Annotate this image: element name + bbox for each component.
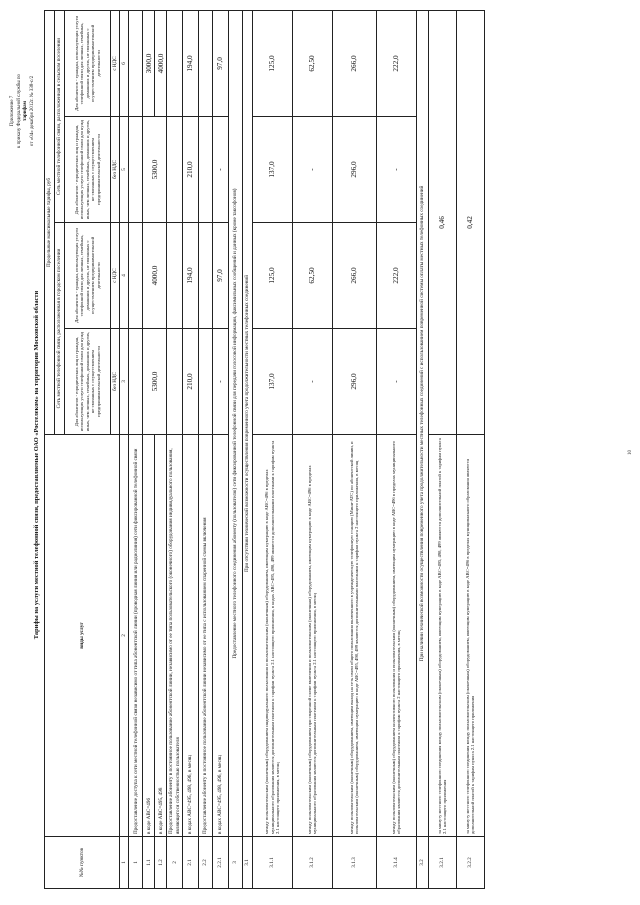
row-num: 1.1 bbox=[143, 837, 155, 889]
colnum-1: 1 bbox=[120, 837, 129, 889]
row-text: в кодах АВС=495, 498, 496, в месяц bbox=[212, 435, 228, 837]
row-num: 3.2 bbox=[416, 837, 428, 889]
row-v5: 5300,0 bbox=[143, 117, 167, 223]
row-v6: 194,0 bbox=[182, 10, 198, 116]
row-num: 1.2 bbox=[155, 837, 167, 889]
row-v5: - bbox=[292, 117, 332, 223]
table-row bbox=[252, 10, 292, 888]
appendix-line-4: от «04» декабря 2012г. № 338-с/2 bbox=[29, 75, 35, 147]
colnum-4: 4 bbox=[120, 223, 129, 329]
table-row bbox=[182, 10, 198, 888]
row-v6: 4000,0 bbox=[155, 10, 167, 116]
row-v5: 296,0 bbox=[332, 117, 376, 223]
col-legal-rural-desc: Для абонентов - юридических лиц и граждан, использующих услуги телефонной связи для нужд иных, чем личных, семейных, домашних и других, не связанных с осуществлением предпринимательской деятельности bbox=[65, 117, 111, 223]
row-num: 2.2.1 bbox=[212, 837, 228, 889]
row-v5: - bbox=[376, 117, 416, 223]
row-num: 2 bbox=[167, 837, 182, 889]
row-v5 bbox=[167, 117, 182, 223]
row-text: в коде АВС=496 bbox=[143, 435, 155, 837]
row-text: за минуту местного телефонного соединения между пользовательским (оконечным) оборудованием, имеющим нумерацию в коде АВС=496 в пределах муниципального образования являются дополнительной платой к тарифам пункта 2.1 настоящего приложения bbox=[456, 435, 484, 837]
colnum-6: 6 bbox=[120, 10, 129, 116]
col-citizen-rural-desc: Для абонентов - граждан, использующих услуги телефонной связи для личных, семейных, домашних и других, не связанных с осуществлением предпринимательской деятельности bbox=[65, 10, 111, 116]
section-3-title: Предоставление местного телефонного соединения абоненту (пользователю) сети фиксированной телефонной связи для передачи голосовой информации, факсимильных сообщений и данных (кроме таксофонов) bbox=[228, 10, 242, 836]
col-net-rural-header: Сеть местной телефонной связи, расположенная в сельском поселении bbox=[55, 10, 65, 222]
row-v3: 210,0 bbox=[182, 329, 198, 435]
row-num: 2.2 bbox=[198, 837, 212, 889]
section-row-3 bbox=[228, 10, 242, 888]
row-v6: 3000,0 bbox=[143, 10, 155, 116]
row-num: 3 bbox=[228, 837, 242, 889]
row-v6: 125,0 bbox=[252, 10, 292, 116]
row-v3 bbox=[129, 329, 143, 435]
table-row bbox=[428, 10, 456, 888]
document-title: Тарифы на услуги местной телефонной связи, предоставляемые ОАО «Ростелеком» на территории Московской области bbox=[33, 290, 40, 640]
row-v4: 62,50 bbox=[292, 223, 332, 329]
row-num: 1 bbox=[129, 837, 143, 889]
section-row-3-2 bbox=[416, 10, 428, 888]
appendix-line-2: к приказу Федеральной службы по bbox=[16, 73, 22, 149]
row-v3: - bbox=[292, 329, 332, 435]
row-num: 3.2.1 bbox=[428, 837, 456, 889]
row-text: между пользовательским (оконечным) оборудованием при спаренной схеме включения и пользовательским (оконечным) оборудованием, имеющим нумерацию в коде АВС=496 в пределах муниципального образования являются дополнительным платежом к тарифам пункта 2.1 настоящего приложения, в месяц bbox=[292, 435, 332, 837]
section-row-3-1 bbox=[242, 10, 252, 888]
row-v4 bbox=[129, 223, 143, 329]
colnum-2: 2 bbox=[120, 435, 129, 837]
header-row-1 bbox=[45, 10, 55, 888]
row-text: между пользовательским (оконечным) оборудованием индивидуального пользования и пользовательским (оконечным) оборудованием, имеющим нумерацию в коде АВС=496 в пределах муниципального образования являются дополнительным платежом к тарифам пункта 2.1 настоящего приложения, в кодах АВС=495, 498, 499 являются дополнительными платежами к тарифам пункта 2.1 настоящего приложения, в месяц bbox=[252, 435, 292, 837]
row-v5: 137,0 bbox=[252, 117, 292, 223]
row-v3: - bbox=[376, 329, 416, 435]
col-legal-city-desc: Для абонентов - юридических лиц и граждан, использующих услуги телефонной связи для нужд иных, чем личных, семейных, домашних и других, не связанных с осуществлением предпринимательской деятельности bbox=[65, 329, 111, 435]
row-v6: 62,50 bbox=[292, 10, 332, 116]
col-services-header: виды услуг bbox=[45, 435, 120, 837]
col-citizen-city-desc: Для абонентов - граждан, использующих услуги телефонной связи для личных, семейных, домашних и других, не связанных с осуществлением предпринимательской деятельности bbox=[65, 223, 111, 329]
row-v5: - bbox=[212, 117, 228, 223]
row-text: за минуту местного телефонного соединения между пользовательским (оконечным) оборудованием, имеющим нумерацию в коде АВС=495, 498, 499 являются дополнительной платой к тарифам пункта 2.1 настоящего приложения bbox=[428, 435, 456, 837]
table-row bbox=[456, 10, 484, 888]
table-row bbox=[292, 10, 332, 888]
row-text: между пользовательским (оконечным) оборудованием коллективного пользования и пользовательским (оконечным) оборудованием, имеющим нумерацию в коде АВС=496 в пределах муниципального образования являются дополнительным платежом к тарифам пункта 2 настоящего приложения, в месяц bbox=[376, 435, 416, 837]
row-num: 3.1.2 bbox=[292, 837, 332, 889]
row-text: между пользовательским (оконечным) оборудованием, имеющим выход на сеть связи общего пользования включенного в учрежденческую телефонную станцию (Мини-АТС) по абонентской линии, и пользовательским (оконечным) оборудованием, имеющим нумерацию в коде АВС=495, 498, 499 являются дополнительными платежами к тарифам пункта 2 настоящего приложения, в месяц bbox=[332, 435, 376, 837]
table-row bbox=[212, 10, 228, 888]
row-v6: 97,0 bbox=[212, 10, 228, 116]
row-v6 bbox=[167, 10, 182, 116]
col-max-tariffs-header: Предельные максимальные тарифы, руб bbox=[45, 10, 55, 434]
page-number: 10 bbox=[628, 450, 633, 455]
row-value-merged: 0,42 bbox=[456, 10, 484, 434]
row-v3: - bbox=[212, 329, 228, 435]
col-no-vat-rural: без НДС bbox=[111, 117, 120, 223]
table-row bbox=[332, 10, 376, 888]
row-text: Предоставление доступа к сети местной телефонной связи независимо от типа абонентской линии (проводная линия или радиолиния) сети фиксированной телефонной связи bbox=[129, 435, 143, 837]
row-v6 bbox=[198, 10, 212, 116]
row-v6: 266,0 bbox=[332, 10, 376, 116]
row-num: 3.1.1 bbox=[252, 837, 292, 889]
row-text: в кодах АВС=495, 498, 496, в месяц bbox=[182, 435, 198, 837]
row-v6: 222,0 bbox=[376, 10, 416, 116]
row-v3 bbox=[167, 329, 182, 435]
col-net-city-header: Сеть местной телефонной связи, расположенная в городском поселении bbox=[55, 223, 65, 435]
col-no-vat-city: без НДС bbox=[111, 329, 120, 435]
row-v4: 222,0 bbox=[376, 223, 416, 329]
table-row bbox=[143, 10, 155, 888]
row-v4 bbox=[198, 223, 212, 329]
row-num: 2.1 bbox=[182, 837, 198, 889]
col-num-header: №№ пунктов bbox=[45, 837, 120, 889]
row-v5 bbox=[198, 117, 212, 223]
table-row bbox=[376, 10, 416, 888]
tariff-table bbox=[44, 10, 485, 889]
section-3-2-title: При наличии технической возможности осуществления повременного учета продолжительности местных телефонных соединений с использованием повременной системы оплаты местных телефонных соединений bbox=[416, 10, 428, 836]
col-with-vat-city: с НДС bbox=[111, 223, 120, 329]
table-row bbox=[129, 10, 143, 888]
row-v3: 137,0 bbox=[252, 329, 292, 435]
col-with-vat-rural: с НДС bbox=[111, 10, 120, 116]
row-num: 3.1.3 bbox=[332, 837, 376, 889]
appendix-line-3: тарифам bbox=[23, 100, 28, 122]
row-v3: 5300,0 bbox=[143, 329, 167, 435]
column-number-row bbox=[120, 10, 129, 888]
row-text: в коде АВС=495, 498 bbox=[155, 435, 167, 837]
row-text: Предоставление абоненту в постоянное пользование абонентской линии независимо от ее типа с использованием спаренной схемы включения bbox=[198, 435, 212, 837]
row-num: 3.1.4 bbox=[376, 837, 416, 889]
row-num: 3.2.2 bbox=[456, 837, 484, 889]
row-v5 bbox=[129, 117, 143, 223]
row-v4: 4000,0 bbox=[143, 223, 167, 329]
appendix-line-1: Приложение 7 bbox=[10, 95, 15, 127]
table-row bbox=[198, 10, 212, 888]
row-num: 3.1 bbox=[242, 837, 252, 889]
row-v5: 210,0 bbox=[182, 117, 198, 223]
row-v4: 125,0 bbox=[252, 223, 292, 329]
table-row bbox=[167, 10, 182, 888]
row-v6 bbox=[129, 10, 143, 116]
row-v4 bbox=[167, 223, 182, 329]
row-v4: 194,0 bbox=[182, 223, 198, 329]
colnum-3: 3 bbox=[120, 329, 129, 435]
row-value-merged: 0,46 bbox=[428, 10, 456, 434]
row-v4: 266,0 bbox=[332, 223, 376, 329]
row-v4: 97,0 bbox=[212, 223, 228, 329]
row-text: Предоставление абоненту в постоянное пользование абонентской линии, независимо от ее типа пользовательского (оконечного) оборудования индивидуального пользования, являющегося собственностью пользователя bbox=[167, 435, 182, 837]
colnum-5: 5 bbox=[120, 117, 129, 223]
section-3-1-title: При отсутствии технической возможности осуществления повременного учета продолжительности местных телефонных соединений bbox=[242, 10, 252, 836]
row-v3: 296,0 bbox=[332, 329, 376, 435]
row-v3 bbox=[198, 329, 212, 435]
